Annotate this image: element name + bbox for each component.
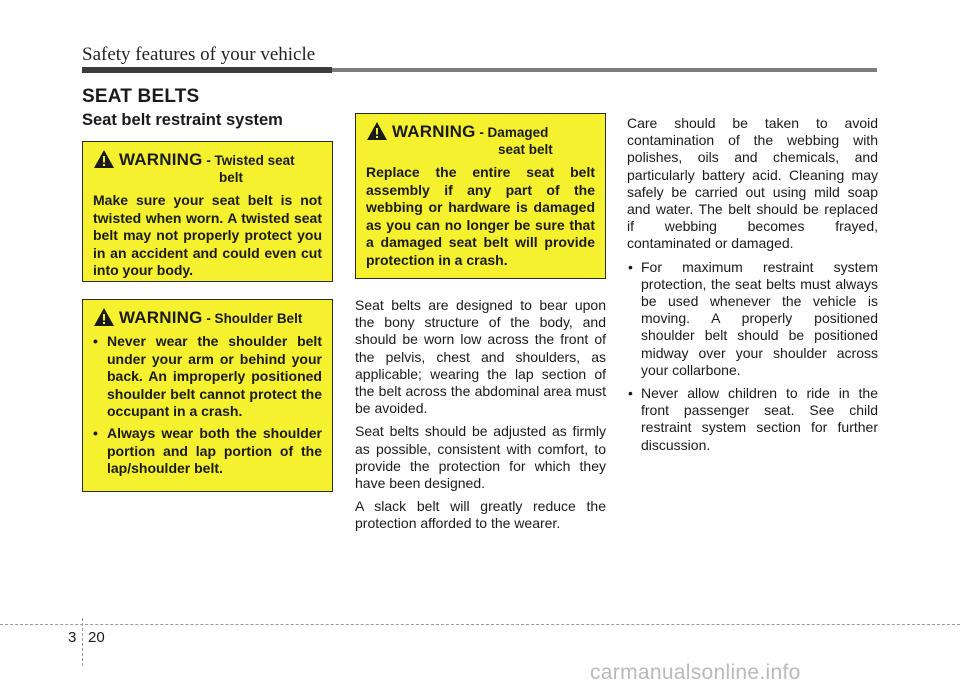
bullet-list (627, 259, 878, 454)
right-column-text (627, 115, 878, 460)
warning-box-damaged (355, 113, 606, 279)
warning-subtitle-cont: seat belt (498, 142, 553, 157)
watermark: carmanualsonline.info (590, 661, 801, 684)
section-subtitle: Seat belt restraint system (82, 111, 283, 129)
middle-column-text (355, 297, 606, 539)
bullet-item: • Never allow children to ride in the front passenger seat. See child restraint system section for further discussion. (627, 385, 878, 454)
paragraph: Seat belts are designed to bear upon the bony structure of the body, and should be worn low across the front of the pelvis, chest and shoulders, as applicable; wearing the lap section of the belt across the abdominal area must be avoided. (355, 297, 606, 417)
paragraph: Seat belts should be adjusted as firmly as possible, consistent with comfort, to provide the protection for which they have been designed. (355, 423, 606, 492)
page-number: 20 (88, 629, 105, 646)
warning-word: WARNING (119, 150, 203, 169)
paragraph: A slack belt will greatly reduce the protection afforded to the wearer. (355, 498, 606, 532)
warning-triangle-icon (366, 121, 388, 141)
warning-box-twisted (82, 141, 333, 282)
warning-body: Replace the entire seat belt assembly if any part of the webbing or hardware is damaged as you can no longer be sure that a damaged seat belt will provide protection in a crash. (366, 164, 595, 268)
header-rule-accent (82, 67, 332, 73)
warning-word: WARNING (119, 308, 203, 327)
footer-divider (82, 618, 83, 666)
warning-word: WARNING (392, 122, 476, 141)
header-title: Safety features of your vehicle (82, 44, 316, 65)
warning-list (93, 333, 322, 478)
warning-body: Make sure your seat belt is not twisted when worn. A twisted seat belt may not properly protect you in an accident and could even cut into your body. (93, 192, 322, 279)
warning-list-item: • Always wear both the shoulder portion and lap portion of the lap/shoulder belt. (93, 425, 322, 478)
warning-triangle-icon (93, 149, 115, 169)
warning-subtitle: - Damaged (475, 125, 549, 140)
warning-triangle-icon (93, 307, 115, 327)
warning-subtitle: - Twisted seat (202, 153, 295, 168)
chapter-number: 3 (68, 629, 77, 646)
footer-rule (0, 624, 960, 625)
warning-subtitle: - Shoulder Belt (202, 311, 303, 326)
bullet-item: • For maximum restraint system protection, the seat belts must always be used whenever the vehicle is moving. A properly positioned shoulder belt should be positioned midway over your shoulder across your collarbone. (627, 259, 878, 379)
warning-subtitle-cont: belt (219, 170, 244, 185)
warning-box-shoulder (82, 299, 333, 492)
paragraph: Care should be taken to avoid contamination of the webbing with polishes, oils and chemicals, and particularly battery acid. Cleaning may safely be carried out using mild soap and water. The belt should be replaced if webbing becomes frayed, contaminated or damaged. (627, 115, 878, 252)
section-title: SEAT BELTS (82, 86, 200, 107)
warning-list-item: • Never wear the shoulder belt under your arm or behind your back. An improperly positioned shoulder belt cannot protect the occupant in a crash. (93, 333, 322, 421)
